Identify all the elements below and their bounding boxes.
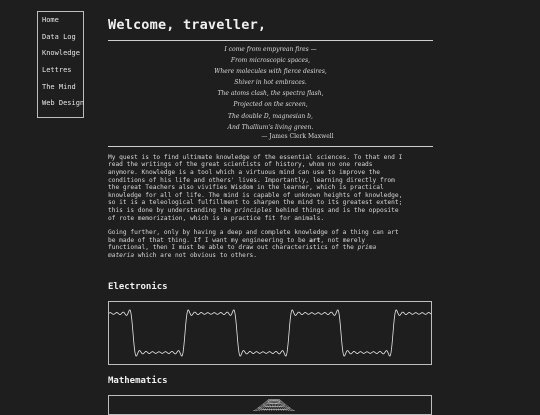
fourier-square-wave — [109, 310, 431, 356]
poem-line: Shiver in hot embraces. — [234, 79, 307, 87]
art-paragraph — [108, 229, 433, 259]
text-line: My quest is to find ultimate knowledge of the essential sciences. To that end I — [108, 153, 403, 161]
text-line: , not merely — [320, 236, 366, 244]
text-line: the great Teachers also vivifies Wisdom in the learner, which is practical — [108, 184, 384, 192]
intro-paragraph — [108, 154, 433, 222]
poem-line: I come from empyrean fires — — [224, 46, 317, 53]
poem-line: The double D, magnesian b, — [228, 112, 313, 120]
poem-line: From microscopic spaces, — [230, 57, 311, 65]
text-line: knowledge for all of life. The mind is capable of unknown heights of knowledge, — [108, 191, 403, 199]
square-wave-graphic — [109, 302, 431, 364]
text-line: this is done by understanding the — [108, 206, 235, 214]
text-line: read the writings of the great scientists of history, whom no one reads — [108, 161, 373, 169]
text-line: anymore. Knowledge is a tool which a virtuous mind can use to improve the — [108, 168, 380, 176]
divider-poem — [108, 146, 433, 147]
section-heading-electronics: Electronics — [108, 282, 168, 292]
poem-line: Where molecules with fierce desires, — [214, 68, 327, 76]
poem-line: The atoms clash, the spectra flash, — [217, 90, 324, 98]
text-line: Going further, only by having a deep and complete knowledge of a thing can art — [108, 229, 399, 237]
poem — [108, 44, 433, 133]
divider-top — [108, 40, 433, 41]
poem-attribution: — James Clerk Maxwell — [261, 132, 334, 140]
emphasis-principles: principles — [234, 206, 272, 214]
sidebar-nav — [37, 11, 84, 118]
text-line: conditions of his life and others' lives. Importantly, learning directly from — [108, 176, 395, 184]
emphasis-art: art — [309, 236, 321, 244]
text-line: be made of that thing. If I want my engineering to be — [108, 236, 310, 244]
text-line: so it is a teleological fulfillment to sharpen the mind to its greatest extent; — [108, 199, 403, 207]
nav-item-home[interactable]: Home — [42, 16, 59, 24]
poem-line: And Thallium's living green. — [227, 123, 314, 131]
main-content — [108, 16, 433, 259]
text-line: functional, then I must be able to draw out characteristics of the — [108, 244, 358, 252]
section-heading-mathematics: Mathematics — [108, 376, 168, 386]
nav-item-knowledge[interactable]: Knowledge — [42, 49, 80, 58]
electronics-figure — [108, 301, 432, 365]
text-line: of rote memorization, which is a practice fit for animals. — [108, 214, 325, 222]
emphasis-materia: materia — [108, 251, 135, 259]
text-line: which are not obvious to others. — [134, 251, 258, 259]
nav-item-data-log[interactable]: Data Log — [42, 32, 76, 41]
mathematics-figure — [108, 395, 432, 415]
nav-item-web-design[interactable]: Web Design — [42, 99, 85, 108]
emphasis-prima: prima — [357, 244, 377, 252]
nav-item-the-mind[interactable]: The Mind — [42, 82, 76, 91]
page-title: Welcome, traveller, — [108, 17, 267, 33]
math-graphic — [109, 399, 431, 411]
wireframe-shape — [253, 399, 295, 411]
text-line: behind things and is the opposite — [271, 206, 399, 214]
poem-line: Projected on the screen, — [233, 101, 308, 109]
nav-item-lettres[interactable]: Lettres — [42, 66, 72, 75]
